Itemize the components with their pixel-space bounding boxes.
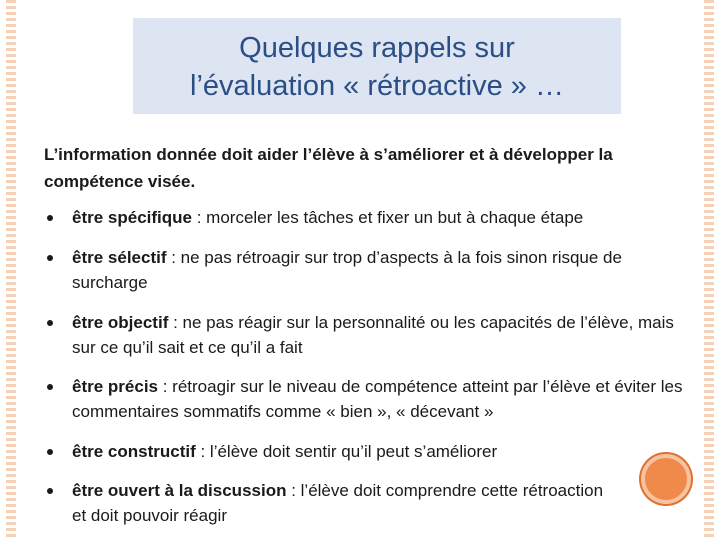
criteria-term: être précis: [72, 377, 158, 396]
criteria-text: : l’élève doit comprendre cette rétroaction et doit pouvoir réagir: [72, 481, 604, 525]
criteria-term: être ouvert à la discussion: [72, 481, 287, 500]
bullet-dot-icon: [47, 384, 53, 390]
orange-circle-icon: [641, 454, 691, 504]
criteria-text: : rétroagir sur le niveau de compétence atteint par l’élève et éviter les commentaires sommatifs comme « bien », « décevant »: [72, 377, 683, 421]
criteria-item-selectif: [72, 245, 696, 295]
bullet-dot-icon: [47, 320, 53, 326]
criteria-term: être sélectif: [72, 248, 167, 267]
criteria-item-precis: [72, 374, 696, 424]
criteria-item-ouvert: [72, 478, 612, 528]
criteria-item-constructif: [72, 439, 696, 464]
criteria-item-specifique: [72, 205, 696, 230]
slide-title-line-1: Quelques rappels sur: [239, 32, 515, 64]
criteria-term: être objectif: [72, 313, 169, 332]
bullet-dot-icon: [47, 449, 53, 455]
right-decorative-rail: [704, 0, 714, 540]
criteria-item-objectif: [72, 310, 696, 360]
bullet-dot-icon: [47, 488, 53, 494]
criteria-term: être spécifique: [72, 208, 192, 227]
criteria-text: : morceler les tâches et fixer un but à chaque étape: [192, 208, 584, 227]
criteria-text: : ne pas réagir sur la personnalité ou les capacités de l’élève, mais sur ce qu’il sait et ce qu’il a fait: [72, 313, 674, 357]
slide-title-line-2: l’évaluation « rétroactive » …: [190, 70, 564, 102]
intro-paragraph: L’information donnée doit aider l’élève à s’améliorer et à développer la compétence visée.: [44, 145, 613, 191]
bullet-dot-icon: [47, 215, 53, 221]
slide-title: [133, 18, 621, 114]
left-decorative-rail: [6, 0, 16, 540]
bullet-dot-icon: [47, 255, 53, 261]
criteria-text: : ne pas rétroagir sur trop d’aspects à la fois sinon risque de surcharge: [72, 248, 622, 292]
criteria-text: : l’élève doit sentir qu’il peut s’améliorer: [195, 442, 498, 461]
criteria-term: être constructif: [72, 442, 196, 461]
